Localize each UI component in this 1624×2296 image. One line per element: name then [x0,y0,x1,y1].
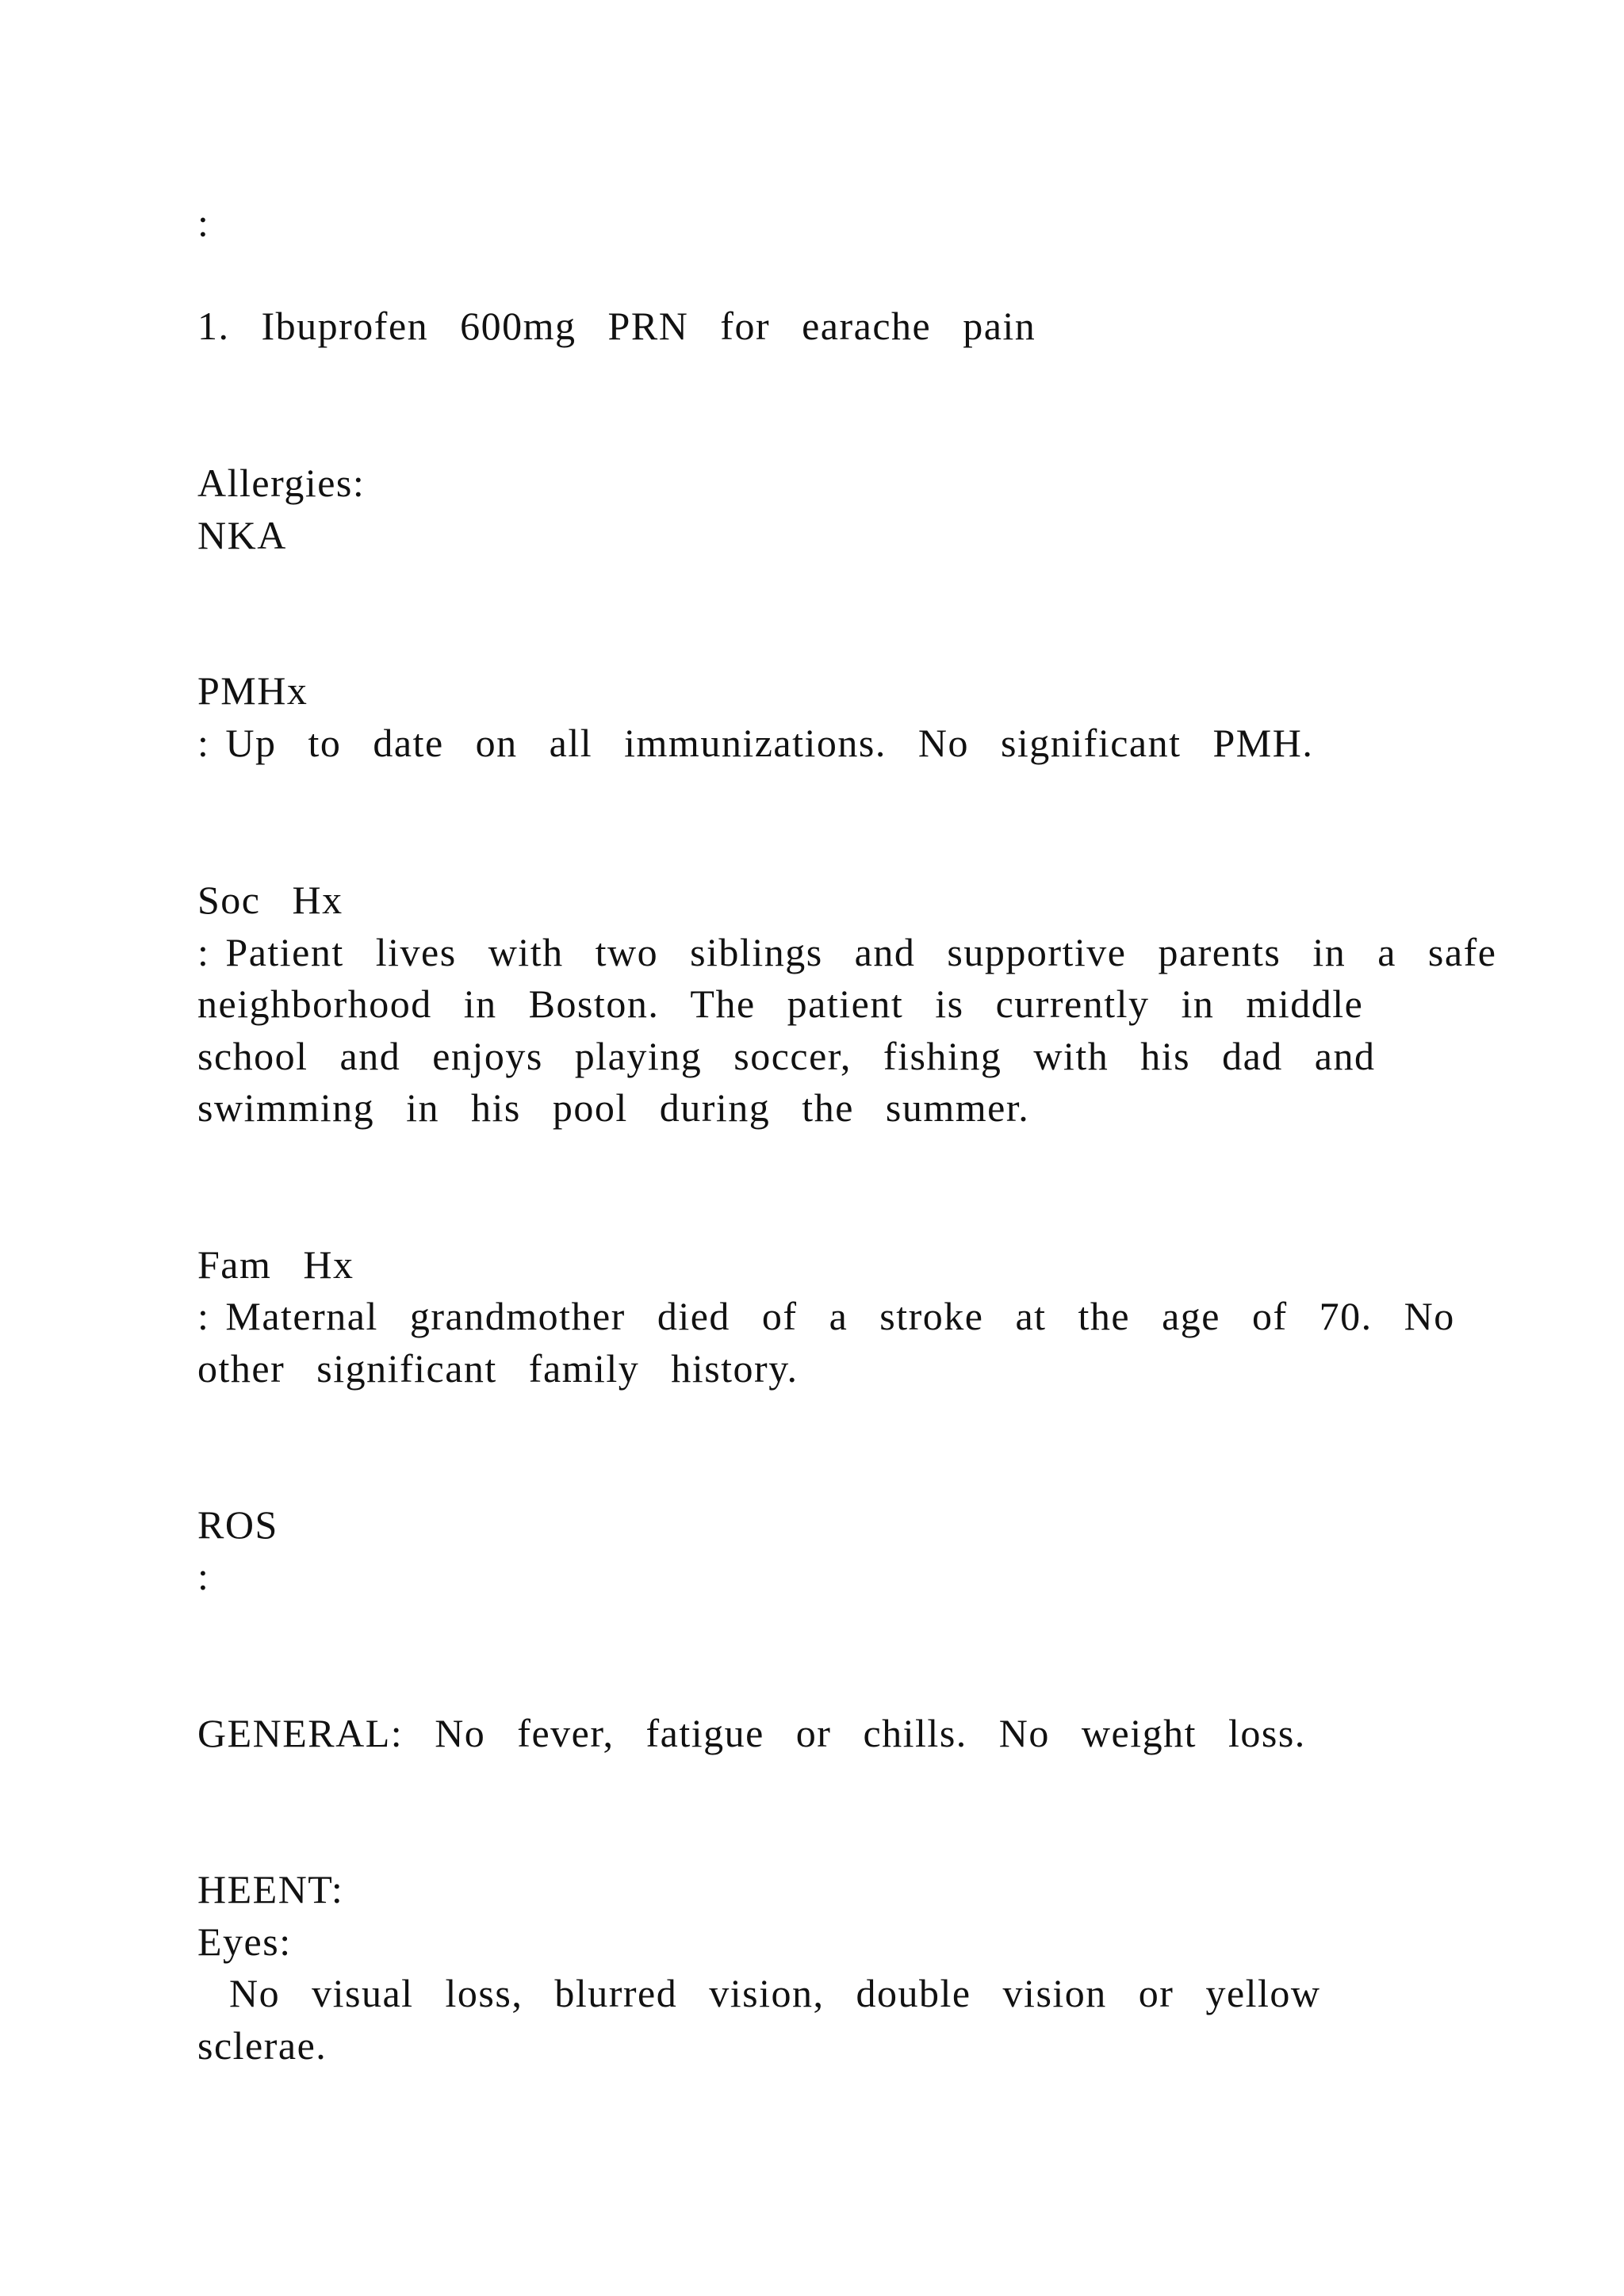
soc-hx-text-line-1: : Patient lives with two siblings and supportive parents in a safe [197,930,1497,974]
fam-hx-text-line-2: other significant family history. [197,1346,799,1391]
allergies-heading: Allergies: [197,461,366,505]
pmhx-text: : Up to date on all immunizations. No significant PMH. [197,721,1314,765]
ros-heading: ROS [197,1502,278,1547]
eyes-text-line-2: sclerae. [197,2023,327,2068]
heent-heading: HEENT: [197,1867,344,1911]
fam-hx-heading: Fam Hx [197,1242,354,1287]
soc-hx-text-line-2: neighborhood in Boston. The patient is currently in middle [197,982,1364,1026]
soc-hx-text-line-4: swimming in his pool during the summer. [197,1085,1030,1130]
ros-colon: : [197,1554,210,1598]
soc-hx-text-line-3: school and enjoys playing soccer, fishing with his dad and [197,1034,1376,1078]
medications-colon: : [197,201,210,245]
eyes-subheading: Eyes: [197,1919,292,1964]
fam-hx-text-line-1: : Maternal grandmother died of a stroke at the age of 70. No [197,1294,1455,1338]
soc-hx-heading: Soc Hx [197,878,343,922]
allergies-value: NKA [197,513,287,557]
eyes-text-line-1: No visual loss, blurred vision, double vision or yellow [197,1971,1321,2015]
ros-general: GENERAL: No fever, fatigue or chills. No weight loss. [197,1711,1306,1755]
pmhx-heading: PMHx [197,668,308,713]
medication-item-1: 1. Ibuprofen 600mg PRN for earache pain [197,304,1036,348]
